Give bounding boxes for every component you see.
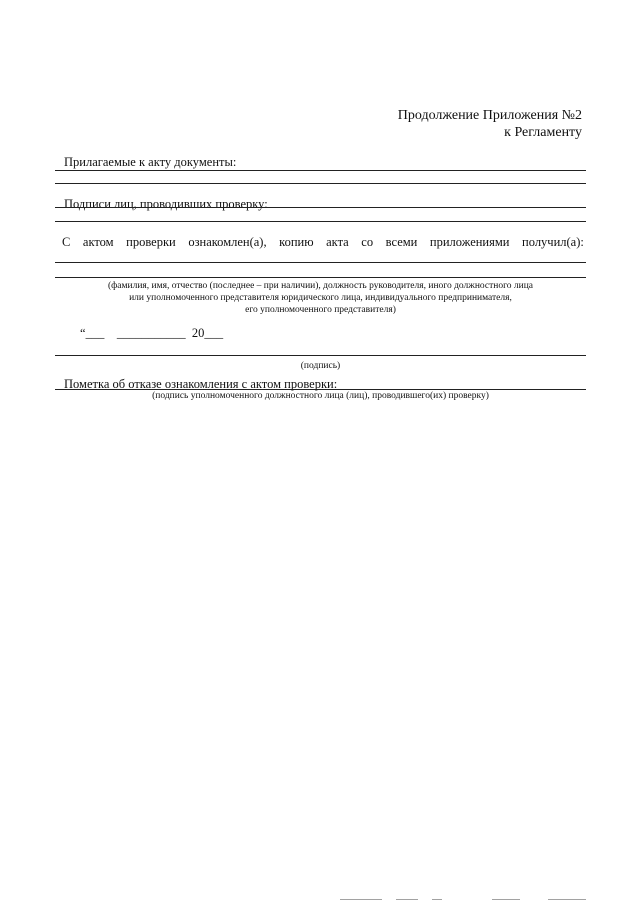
signatures-line-2	[55, 221, 586, 222]
acquainted-word: со	[361, 235, 374, 249]
regulation-reference: к Регламенту	[504, 125, 582, 140]
signatures-label: Подписи лиц, проводивших проверку:	[64, 197, 268, 211]
fio-caption-line-2: или уполномоченного представителя юридического лица, индивидуального предпринимателя,	[129, 293, 512, 303]
fio-caption-line-1: (фамилия, имя, отчество (последнее – при наличии), должность руководителя, иного должностного лица	[107, 281, 534, 291]
acquainted-word: актом	[82, 235, 114, 249]
acquainted-word: ознакомлен(а),	[188, 235, 267, 249]
appendix-continuation-title: Продолжение Приложения №2	[397, 108, 582, 123]
fio-caption-line-3: его уполномоченного представителя)	[245, 305, 396, 315]
acquainted-line-1	[55, 262, 586, 263]
attached-docs-line-1	[55, 170, 586, 171]
signatures-line-1	[55, 207, 586, 208]
acquainted-word: акта	[326, 235, 349, 249]
acquainted-word: С	[62, 235, 71, 249]
acquainted-word: приложениями	[429, 235, 510, 249]
scan-artifact	[340, 899, 382, 900]
date-row	[80, 326, 223, 341]
scan-artifact	[396, 899, 418, 900]
signature-line	[55, 355, 586, 356]
refusal-caption: (подпись уполномоченного должностного лица (лиц), проводившего(их) проверку)	[152, 391, 489, 401]
date-month-blank: ___________	[116, 326, 186, 340]
date-day-blank: ___	[85, 326, 105, 340]
attached-docs-line-2	[55, 183, 586, 184]
acquainted-line-2	[55, 277, 586, 278]
date-year-prefix: 20	[191, 326, 205, 340]
acquainted-word: всеми	[385, 235, 418, 249]
signature-caption: (подпись)	[300, 361, 341, 371]
refusal-label: Пометка об отказе ознакомления с актом проверки:	[64, 377, 338, 391]
scan-artifact	[492, 899, 520, 900]
attached-docs-label: Прилагаемые к акту документы:	[64, 155, 237, 169]
date-open-quote: “	[80, 326, 86, 340]
acquainted-word: получил(а):	[522, 235, 584, 249]
fio-caption	[55, 280, 586, 316]
acquainted-statement	[62, 235, 584, 250]
acquainted-word: копию	[279, 235, 314, 249]
scan-artifact	[432, 899, 442, 900]
date-year-blank: ___	[204, 326, 224, 340]
scan-artifact	[548, 899, 586, 900]
acquainted-word: проверки	[126, 235, 176, 249]
